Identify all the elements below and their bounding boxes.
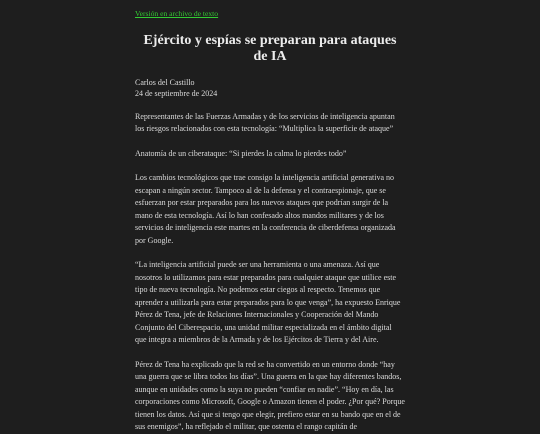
byline — [135, 77, 405, 99]
article-paragraph: “La inteligencia artificial puede ser una herramienta o una amenaza. Así que nosotros lo utilizamos para estar preparados para cualquier ataque que utilice este tipo de nueva tecnología. No podemos estar ciegos al respecto. Tenemos que aprender a utilizarla para estar preparados para lo que venga”, ha expuesto Enrique Pérez de Tena, jefe de Relaciones Internacionales y Cooperación del Mando Conjunto del Ciberespacio, una unidad militar especializada en el ámbito digital que integra a miembros de la Armada y de los Ejércitos de Tierra y del Aire. — [135, 260, 401, 344]
article-title: Ejército y espías se preparan para ataques de IA — [143, 32, 397, 64]
article-author: Carlos del Castillo — [135, 77, 195, 87]
related-headline: Anatomía de un ciberataque: “Si pierdes la calma lo pierdes todo” — [135, 148, 347, 158]
text-version-link[interactable]: Versión en archivo de texto — [135, 9, 219, 18]
article-subtitle: Representantes de las Fuerzas Armadas y de los servicios de inteligencia apuntan los riesgos relacionados con esta tecnología: “Multiplica la superficie de ataque” — [135, 111, 395, 133]
article-paragraph: Pérez de Tena ha explicado que la red se ha convertido en un entorno donde “hay una guerra que se libra todos los días”. Una guerra en la que hay diferentes bandos, aunque en unidades como la suya no pueden “confiar en nadie”. “Hoy en día, las corporaciones como Microsoft, Google o Amazon tienen el poder. ¿Por qué? Porque tienen los datos. Así que si tengo que elegir, prefiero estar en su bando que en el de sus enemigos”, ha reflejado el militar, que ostenta el rango capitán de — [135, 359, 405, 431]
article-paragraph: Los cambios tecnológicos que trae consigo la inteligencia artificial generativa no escapan a ningún sector. Tampoco al de la defensa y el contraespionaje, que se esfuerzan por estar preparados para los nuevos ataques que podrían surgir de la mano de esta tecnología. Así lo han confesado altos mandos militares y de los servicios de inteligencia este martes en la conferencia de ciberdefensa organizada por Google. — [135, 173, 396, 245]
page-content — [135, 0, 405, 434]
article-date: 24 de septiembre de 2024 — [135, 88, 218, 98]
